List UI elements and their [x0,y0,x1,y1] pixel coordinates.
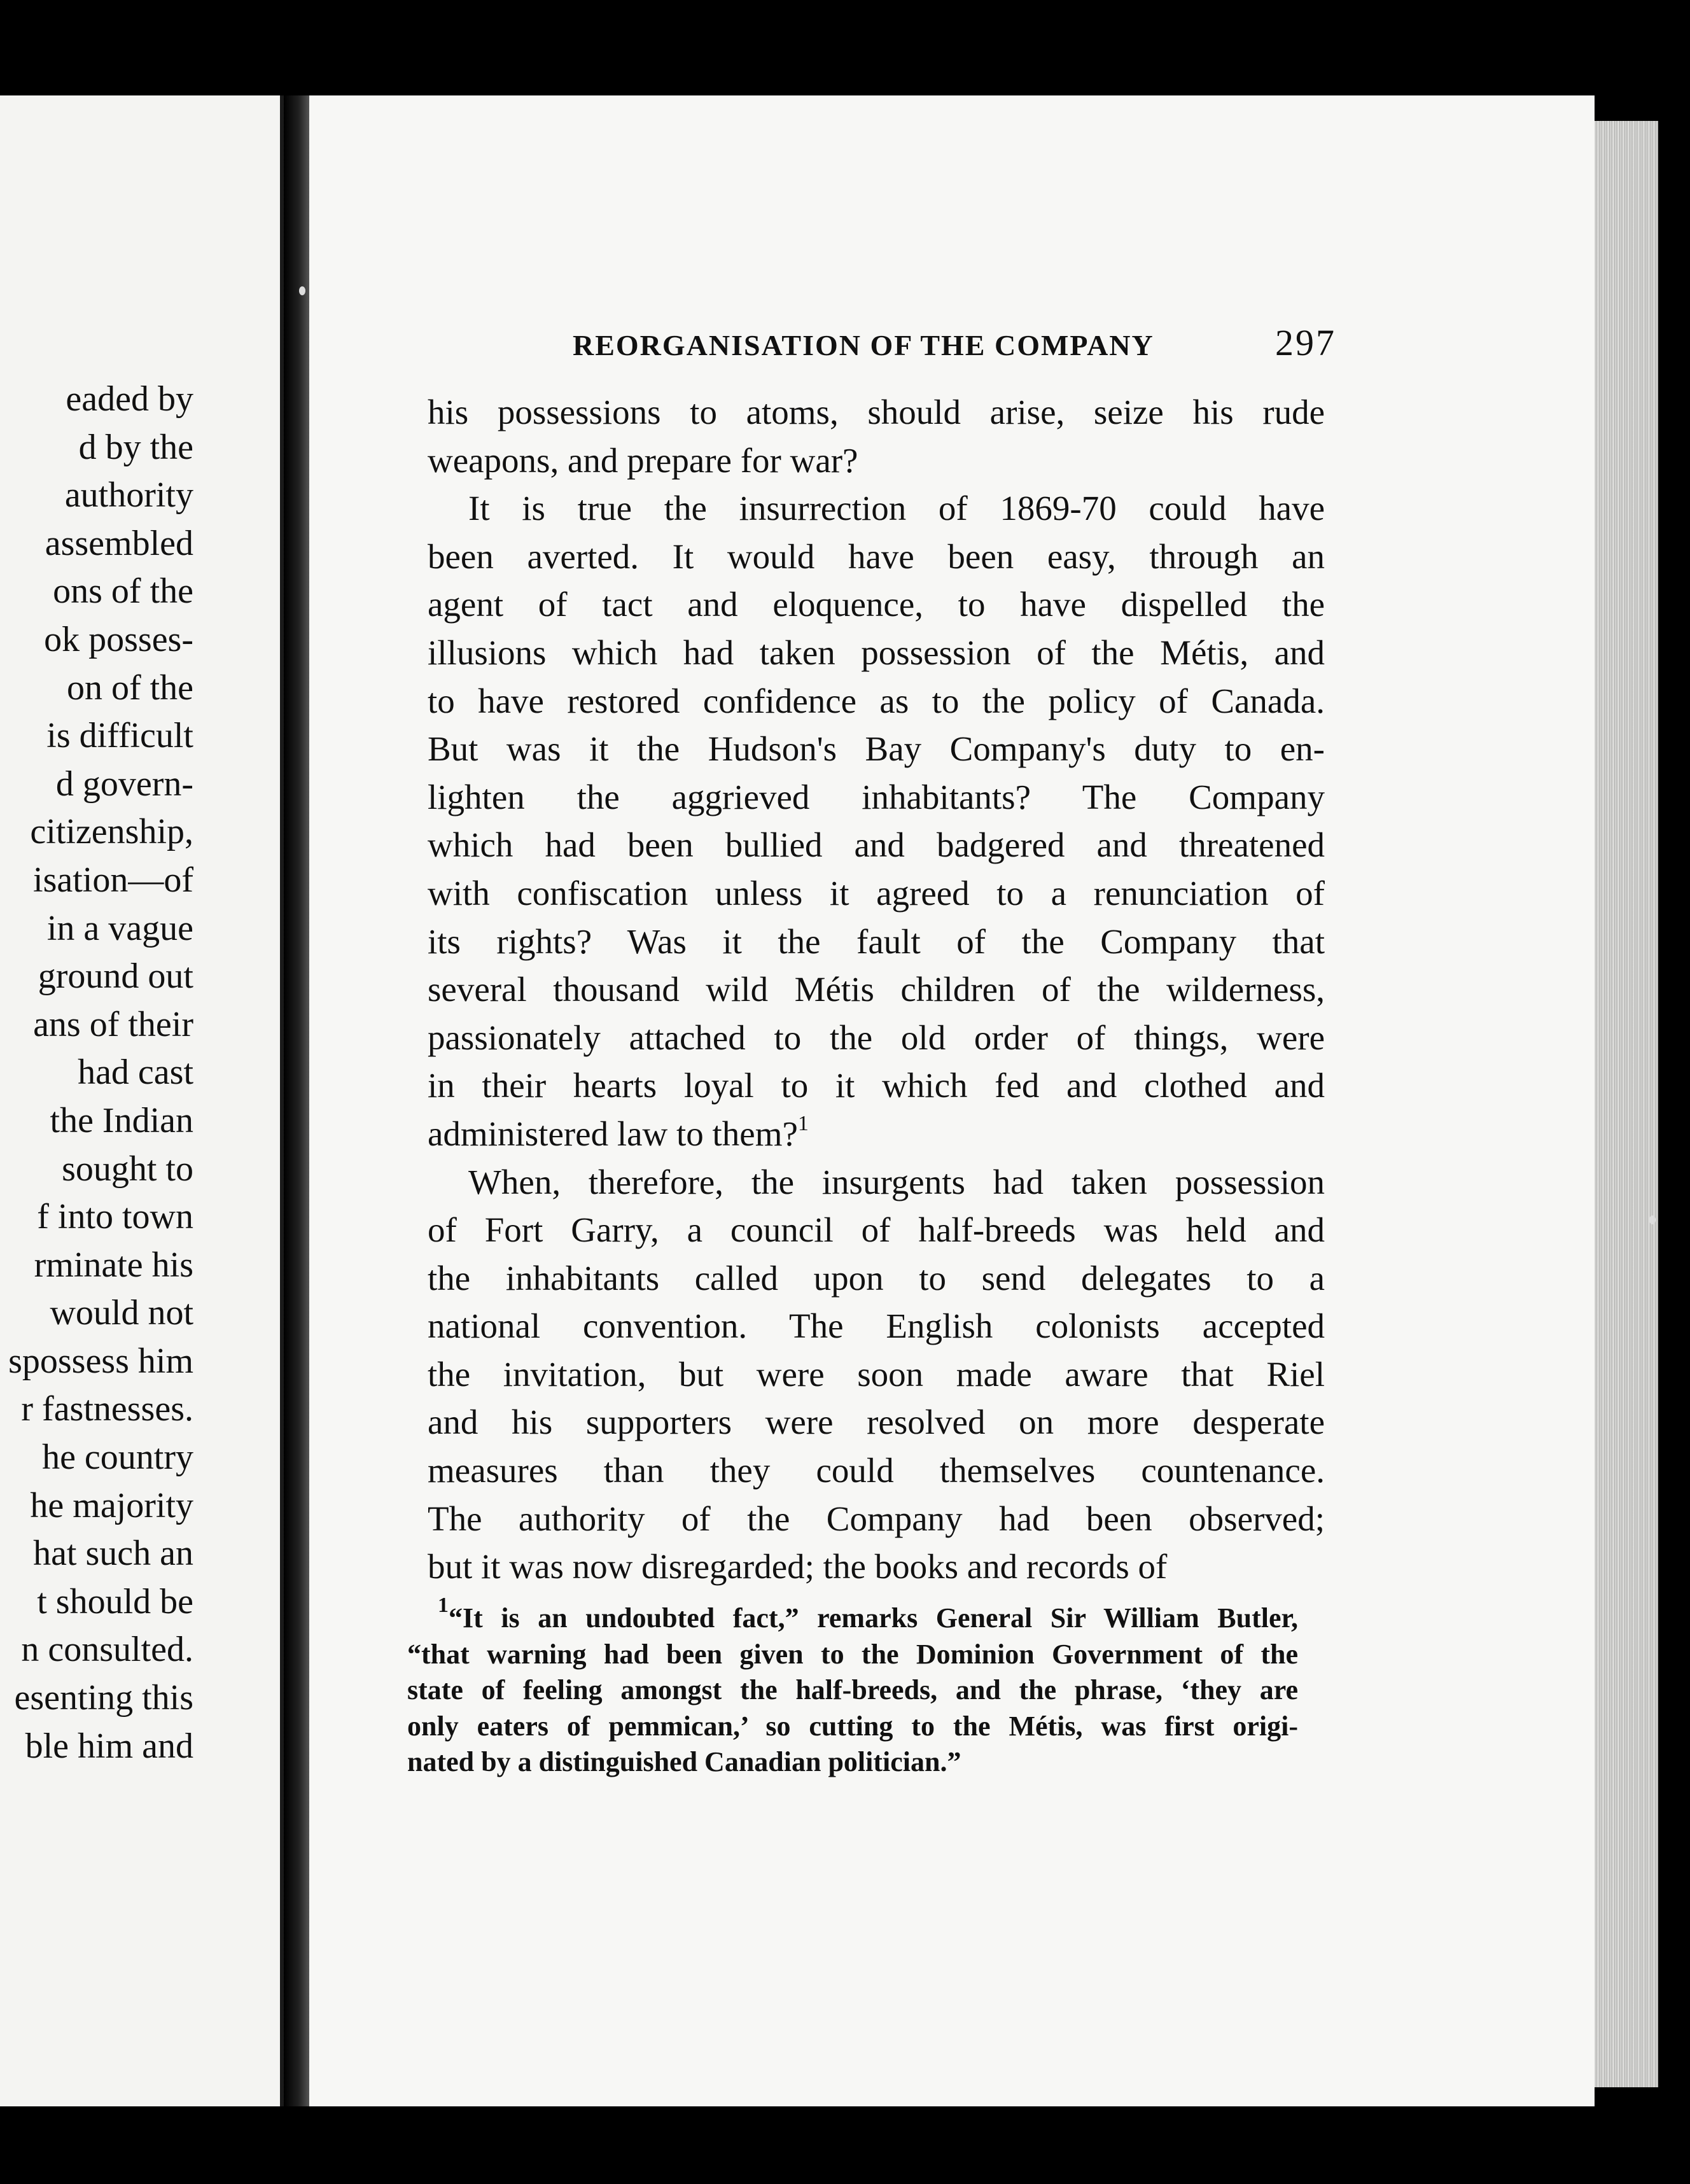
left-page-line: in a vague [46,908,193,948]
text-line: which had been bullied and badgered and threatened [428,825,1325,865]
left-page-line: ble him and [25,1726,193,1766]
text-line: When, therefore, the insurgents had taken possession [468,1162,1325,1201]
text-line: It is true the insurrection of 1869-70 could have [468,489,1325,528]
text-line: agent of tact and eloquence, to have dispelled the [428,585,1325,624]
left-page-line: he country [42,1438,193,1478]
text-line: “that warning had been given to the Dominion Government of the [407,1638,1298,1670]
text-line: the invitation, but were soon made aware that Riel [428,1354,1325,1394]
text-line: lighten the aggrieved inhabitants? The Company [428,777,1325,816]
left-page-line: eaded by [66,379,193,419]
paragraph-1 [428,388,1325,484]
left-page-text [8,375,193,1770]
left-page-line: ons of the [53,571,193,612]
text-line: to have restored confidence as to the policy of Canada. [428,681,1325,720]
left-page-line: r fastnesses. [21,1389,193,1429]
text-line: but it was now disregarded; the books and records of [428,1547,1168,1586]
text-line: his possessions to atoms, should arise, seize his rude [428,393,1325,431]
text-line: passionately attached to the old order of things, were [428,1018,1325,1057]
left-page-line: d govern- [55,764,193,804]
left-page-line: citizenship, [30,812,193,852]
text-line: been averted. It would have been easy, through an [428,536,1325,576]
left-page-line: is difficult [46,716,193,756]
left-page-line: authority [64,475,193,515]
text-line: only eaters of pemmican,’ so cutting to the Métis, was first origi- [407,1710,1298,1742]
footnote-line-text: “It is an undoubted fact,” remarks General Sir William Butler, [449,1602,1298,1634]
text-line: But was it the Hudson's Bay Company's duty to en- [428,729,1325,769]
scan-speck [299,286,305,295]
text-line: with confiscation unless it agreed to a renunciation of [428,873,1325,913]
left-page-line: spossess him [8,1341,193,1381]
text-line: its rights? Was it the fault of the Company that [428,921,1325,961]
left-page-line: on of the [66,668,193,708]
running-head-title: REORGANISATION OF THE COMPANY [573,329,1154,361]
left-page-line: f into town [37,1197,193,1237]
left-page-line: he majority [30,1485,193,1525]
left-page-line: had cast [78,1053,193,1093]
text-line: and his supporters were resolved on more desperate [428,1403,1325,1442]
left-page-line: n consulted. [21,1630,193,1670]
text-line: illusions which had taken possession of the Métis, and [428,633,1325,672]
page-number: 297 [1275,322,1336,363]
text-line: several thousand wild Métis children of the wilderness, [428,970,1325,1009]
text-line: state of feeling amongst the half-breeds, and the phrase, ‘they are [407,1674,1298,1706]
left-page-line: sought to [62,1149,193,1189]
body-text [428,388,1325,1591]
left-facing-page [0,95,284,2106]
left-page-line: hat such an [33,1534,193,1574]
left-page-line: ok posses- [44,619,193,659]
left-page-line: would not [50,1293,193,1333]
book-gutter [284,95,309,2106]
text-line: of Fort Garry, a council of half-breeds was held and [428,1210,1325,1250]
paragraph-2 [428,484,1325,1158]
footnote-reference: 1 [797,1111,809,1135]
text-line: nated by a distinguished Canadian politician.” [407,1746,961,1778]
paragraph-3 [428,1158,1325,1591]
left-page-line: rminate his [34,1245,193,1285]
running-head [573,321,1336,364]
footnote-marker: 1 [438,1593,449,1617]
text-line: The authority of the Company had been observed; [428,1499,1325,1538]
footnote [407,1593,1298,1781]
left-page-line: assembled [45,523,193,563]
left-page-line: ground out [38,956,193,997]
left-page-line: t should be [37,1581,193,1621]
text-line: the inhabitants called upon to send delegates to a [428,1258,1325,1298]
text-line: administered law to them?$^1$ [428,1111,809,1153]
page-edges [1595,121,1658,2087]
text-line [407,1593,1298,1637]
left-page-line: d by the [78,427,193,467]
text-line: measures than they could themselves countenance. [428,1451,1325,1490]
left-page-line: the Indian [50,1100,193,1140]
left-page-line: isation—of [33,860,193,900]
scan-speck [1649,1215,1656,1224]
text-line: weapons, and prepare for war? [428,440,858,480]
left-page-line: esenting this [14,1678,193,1718]
text-line: in their hearts loyal to it which fed and clothed and [428,1066,1325,1105]
text-line: national convention. The English colonists accepted [428,1306,1325,1346]
left-page-line: ans of their [33,1004,193,1044]
